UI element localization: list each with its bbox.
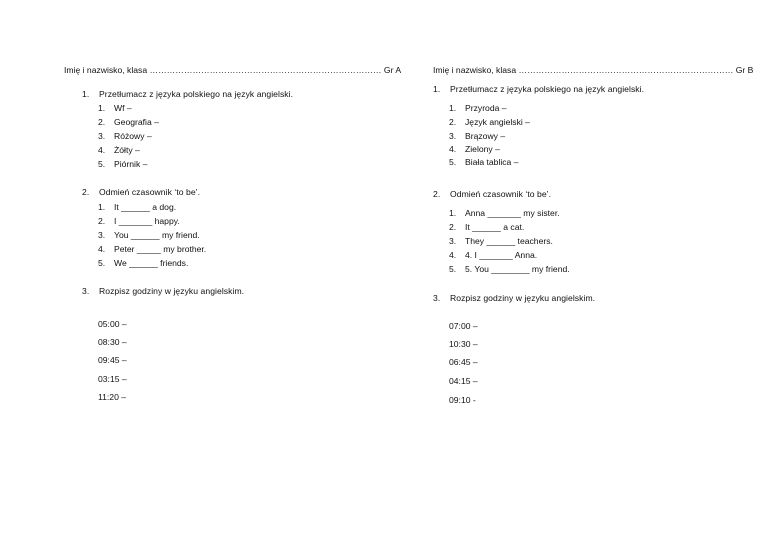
time-item: 09:10 - bbox=[449, 395, 476, 405]
list-item: 2. Język angielski – bbox=[449, 117, 530, 127]
task-number: 2. bbox=[82, 187, 90, 197]
list-item: 3. They ______ teachers. bbox=[449, 236, 553, 246]
list-item: 1. Przyroda – bbox=[449, 103, 507, 113]
time-item: 10:30 – bbox=[449, 339, 478, 349]
list-item: 5. Piórnik – bbox=[98, 159, 148, 169]
list-item: 4. Peter _____ my brother. bbox=[98, 244, 207, 254]
time-item: 04:15 – bbox=[449, 376, 478, 386]
list-item: 2. I _______ happy. bbox=[98, 216, 180, 226]
time-item: 11:20 – bbox=[98, 392, 127, 402]
list-item: 5. 5. You ________ my friend. bbox=[449, 264, 570, 274]
task-number: 3. bbox=[82, 286, 90, 296]
time-item: 06:45 – bbox=[449, 357, 478, 367]
time-item: 03:15 – bbox=[98, 374, 127, 384]
time-item: 09:45 – bbox=[98, 355, 127, 365]
list-item: 2. It ______ a cat. bbox=[449, 222, 525, 232]
task-instruction: Przetłumacz z języka polskiego na język angielski. bbox=[99, 89, 294, 99]
list-item: 2. Geografia – bbox=[98, 117, 159, 127]
task-instruction: Rozpisz godziny w języku angielskim. bbox=[99, 286, 245, 296]
task-number: 1. bbox=[82, 89, 90, 99]
list-item: 3. You ______ my friend. bbox=[98, 230, 200, 240]
task-instruction: Odmień czasownik ‘to be’. bbox=[99, 187, 201, 197]
time-item: 05:00 – bbox=[98, 319, 127, 329]
task-instruction: Odmień czasownik ‘to be’. bbox=[450, 189, 552, 199]
task-instruction: Rozpisz godziny w języku angielskim. bbox=[450, 293, 596, 303]
list-item: 3. Brązowy – bbox=[449, 131, 506, 141]
header-name-class-line: Imię i nazwisko, klasa ………………………………………………………………… Gr B bbox=[433, 65, 754, 75]
list-item: 1. Anna _______ my sister. bbox=[449, 208, 560, 218]
list-item: 5. Biała tablica – bbox=[449, 157, 519, 167]
list-item: 3. Różowy – bbox=[98, 131, 152, 141]
task-3-heading bbox=[433, 294, 595, 303]
list-item: 4. Zielony – bbox=[449, 144, 500, 154]
task-2-heading bbox=[433, 190, 551, 199]
task-3-heading bbox=[82, 287, 244, 296]
task-number: 3. bbox=[433, 293, 441, 303]
list-item: 1. It ______ a dog. bbox=[98, 202, 177, 212]
time-item: 07:00 – bbox=[449, 321, 478, 331]
time-item: 08:30 – bbox=[98, 337, 127, 347]
list-item: 1. Wf – bbox=[98, 103, 132, 113]
task-number: 1. bbox=[433, 84, 441, 94]
list-item: 4. 4. I _______ Anna. bbox=[449, 250, 538, 260]
task-2-heading bbox=[82, 188, 200, 197]
header-name-class-line: Imię i nazwisko, klasa ……………………………………………………………………… Gr A bbox=[64, 65, 402, 75]
task-number: 2. bbox=[433, 189, 441, 199]
task-1-heading bbox=[82, 90, 293, 99]
list-item: 4. Żółty – bbox=[98, 145, 140, 155]
task-1-heading bbox=[433, 85, 644, 94]
task-instruction: Przetłumacz z języka polskiego na język angielski. bbox=[450, 84, 645, 94]
list-item: 5. We ______ friends. bbox=[98, 258, 189, 268]
